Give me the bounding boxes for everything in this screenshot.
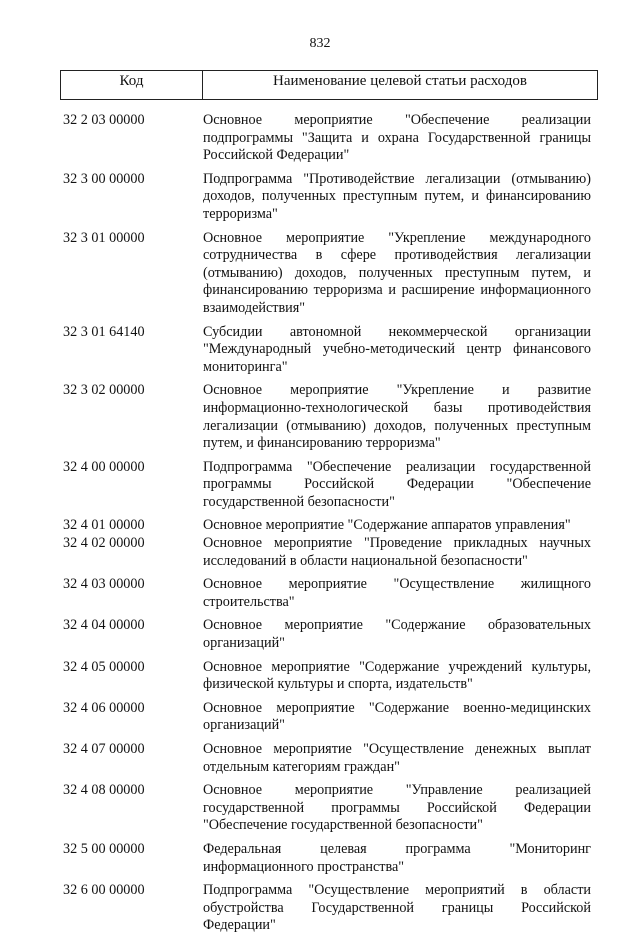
row-code: 32 3 02 00000 (63, 382, 145, 399)
table-row (63, 382, 591, 452)
table-row (63, 841, 591, 876)
row-code: 32 3 01 64140 (63, 323, 145, 340)
table-row (63, 782, 591, 835)
row-code: 32 4 07 00000 (63, 741, 145, 757)
table-row (63, 882, 591, 935)
row-name: Подпрограмма "Осуществление мероприятий в области обустройства Государственной границы Российской Федерации" (203, 882, 591, 934)
table-row (63, 700, 591, 735)
row-code: 32 3 00 00000 (63, 170, 145, 187)
row-name: Основное мероприятие "Укрепление и развитие информационно-технологической базы противодействия легализации (отмыванию) доходов, полученных преступным путем, и финансированию терроризма" (203, 382, 591, 452)
row-name: Основное мероприятие "Управление реализацией государственной программы Российской Федерации "Обеспечение государственной безопасности" (203, 782, 591, 834)
row-code: 32 3 01 00000 (63, 229, 145, 246)
row-code: 32 5 00 00000 (63, 840, 145, 857)
row-code: 32 4 05 00000 (63, 658, 145, 675)
row-name: Основное мероприятие "Укрепление международного сотрудничества в сфере противодействия легализации (отмыванию) доходов, полученных преступным путем, и финансированию терроризма и расширение информационного взаимодействия" (203, 229, 591, 316)
header-name: Наименование целевой статьи расходов (273, 73, 527, 89)
table-row (63, 171, 591, 224)
table-row (63, 535, 591, 570)
row-name: Основное мероприятие "Содержание военно-медицинских организаций" (203, 699, 591, 734)
table-row (63, 517, 591, 535)
table-row (63, 230, 591, 318)
row-code: 32 6 00 00000 (63, 882, 145, 899)
row-code: 32 4 04 00000 (63, 617, 145, 634)
table-body (63, 112, 591, 941)
row-name: Основное мероприятие "Содержание аппаратов управления" (203, 517, 571, 534)
table-row (63, 659, 591, 694)
row-code: 32 4 06 00000 (63, 699, 145, 716)
row-code: 32 4 01 00000 (63, 517, 145, 534)
table-row (63, 741, 591, 776)
table-row (63, 112, 591, 165)
table-row (63, 576, 591, 611)
row-name: Основное мероприятие "Осуществление денежных выплат отдельным категориям граждан" (203, 741, 591, 775)
row-name: Основное мероприятие "Содержание учреждений культуры, физической культуры и спорта, издательств" (203, 658, 591, 693)
table-row (63, 617, 591, 652)
row-name: Подпрограмма "Противодействие легализации (отмыванию) доходов, полученных преступным путем, и финансированию терроризма" (203, 170, 591, 222)
page-number: 832 (309, 36, 331, 51)
row-code: 32 4 00 00000 (63, 458, 145, 475)
row-name: Основное мероприятие "Содержание образовательных организаций" (203, 617, 591, 652)
table-header (60, 70, 598, 100)
row-code: 32 4 08 00000 (63, 782, 145, 799)
row-name: Субсидии автономной некоммерческой организации "Международный учебно-методический центр финансового мониторинга" (203, 323, 591, 375)
row-code: 32 4 03 00000 (63, 576, 145, 593)
row-name: Основное мероприятие "Осуществление жилищного строительства" (203, 576, 591, 610)
row-name: Основное мероприятие "Проведение прикладных научных исследований в области национальной безопасности" (203, 535, 591, 569)
table-row (63, 459, 591, 512)
row-name: Основное мероприятие "Обеспечение реализации подпрограммы "Защита и охрана Государственной границы Российской Федерации" (203, 112, 591, 164)
row-code: 32 4 02 00000 (63, 535, 145, 552)
row-code: 32 2 03 00000 (63, 112, 145, 128)
header-code: Код (61, 71, 203, 99)
row-name: Подпрограмма "Обеспечение реализации государственной программы Российской Федерации "Обеспечение государственной безопасности" (203, 458, 591, 510)
row-name: Федеральная целевая программа "Мониторинг информационного пространства" (203, 840, 591, 875)
table-row (63, 324, 591, 377)
